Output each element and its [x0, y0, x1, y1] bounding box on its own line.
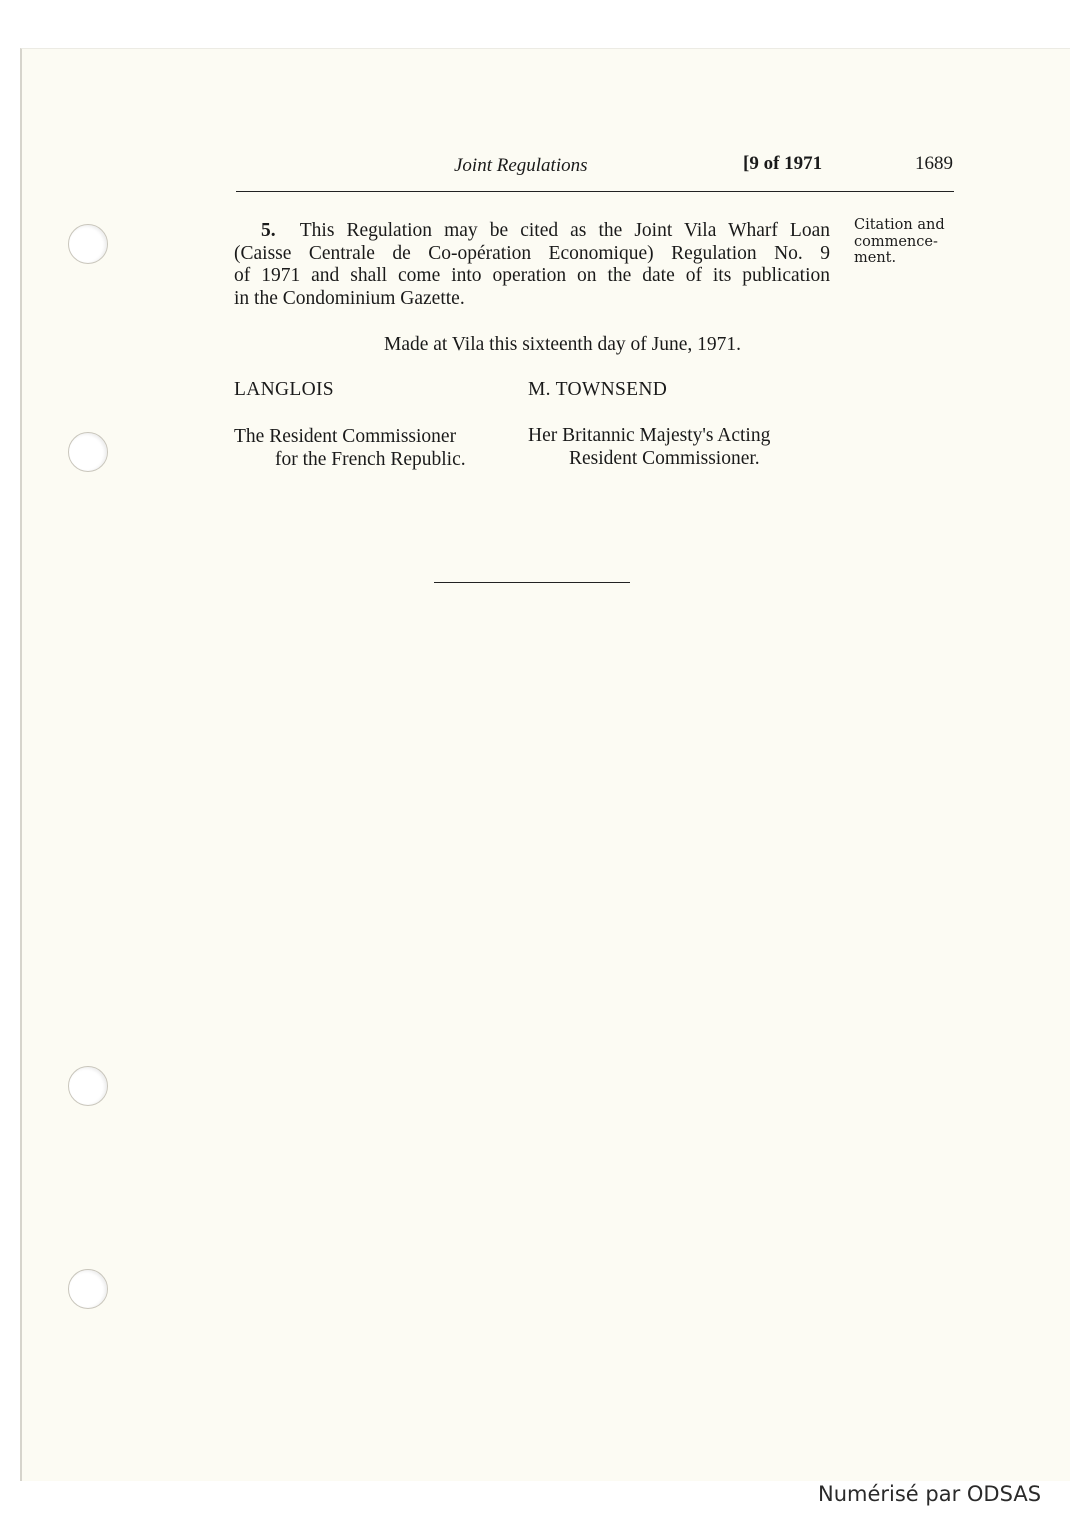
end-rule — [434, 582, 630, 583]
section-5-paragraph — [234, 220, 830, 310]
paragraph-line: (Caisse Centrale de Co-opération Economique) Regulation No. 9 — [234, 242, 830, 264]
punch-hole — [68, 1269, 108, 1309]
signatory-title-left: The Resident Commissioner — [234, 426, 457, 447]
punch-hole — [68, 224, 108, 264]
signatory-title-right: Resident Commissioner. — [569, 448, 760, 469]
document-page — [20, 48, 1070, 1481]
signatory-title-right: Her Britannic Majesty's Acting — [528, 425, 771, 446]
signatory-name-left: LANGLOIS — [234, 379, 334, 400]
digitization-watermark: Numérisé par ODSAS — [818, 1482, 1042, 1506]
margin-note: Citation and commence- ment. — [854, 217, 945, 266]
made-at-line: Made at Vila this sixteenth day of June, 1971. — [384, 334, 741, 355]
paragraph-text: This Regulation may be cited as the Joint Vila Wharf Loan — [299, 220, 830, 241]
paragraph-line — [234, 220, 830, 243]
header-rule — [236, 191, 954, 192]
section-number: 5. — [261, 220, 276, 241]
signatory-name-right: M. TOWNSEND — [528, 379, 668, 400]
punch-hole — [68, 432, 108, 472]
running-header-title: Joint Regulations — [454, 155, 588, 176]
punch-hole — [68, 1066, 108, 1106]
paragraph-line: in the Condominium Gazette. — [234, 287, 465, 309]
paragraph-line: of 1971 and shall come into operation on the date of its publication — [234, 265, 830, 286]
page-number: 1689 — [915, 153, 953, 174]
regulation-number: [9 of 1971 — [743, 153, 823, 174]
signatory-title-left: for the French Republic. — [275, 449, 466, 470]
